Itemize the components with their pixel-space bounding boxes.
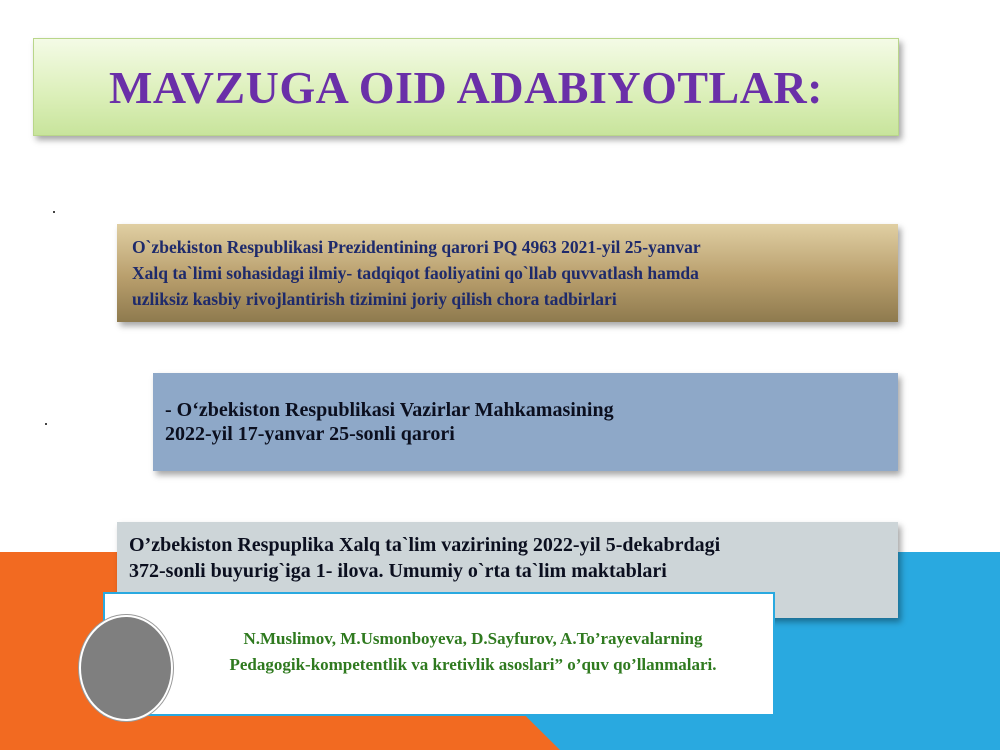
- reference-2-line-2: 2022-yil 17-yanvar 25-sonli qarori: [165, 423, 455, 445]
- reference-1-line-1: O`zbekiston Respublikasi Prezidentining qarori PQ 4963 2021-yil 25-yanvar: [132, 237, 701, 257]
- decorative-dot: [53, 211, 55, 213]
- reference-box-2: [153, 373, 898, 471]
- gray-circle-shape: [79, 615, 173, 721]
- reference-1-line-3: uzliksiz kasbiy rivojlantirish tizimini joriy qilish chora tadbirlari: [132, 289, 617, 309]
- decorative-dot: [45, 423, 47, 425]
- title-banner: [33, 38, 899, 136]
- reference-4-text: [173, 626, 773, 678]
- reference-box-4: [103, 592, 775, 716]
- reference-4-line-1: N.Muslimov, M.Usmonboyeva, D.Sayfurov, A.To’rayevalarning: [243, 629, 703, 648]
- reference-box-1: [117, 224, 898, 322]
- reference-3-line-1: O’zbekiston Respuplika Xalq ta`lim vazirining 2022-yil 5-dekabrdagi: [129, 534, 721, 556]
- reference-1-line-2: Xalq ta`limi sohasidagi ilmiy- tadqiqot faoliyatini qo`llab quvvatlash hamda: [132, 263, 699, 283]
- reference-4-line-2: Pedagogik-kompetentlik va kretivlik asoslari” o’quv qo’llanmalari.: [229, 655, 717, 674]
- reference-2-line-1: - O‘zbekiston Respublikasi Vazirlar Mahkamasining: [165, 399, 614, 421]
- slide-title: MAVZUGA OID ADABIYOTLAR:: [108, 61, 824, 113]
- reference-3-line-2: 372-sonli buyurig`iga 1- ilova. Umumiy o`rta ta`lim maktablari: [129, 560, 667, 582]
